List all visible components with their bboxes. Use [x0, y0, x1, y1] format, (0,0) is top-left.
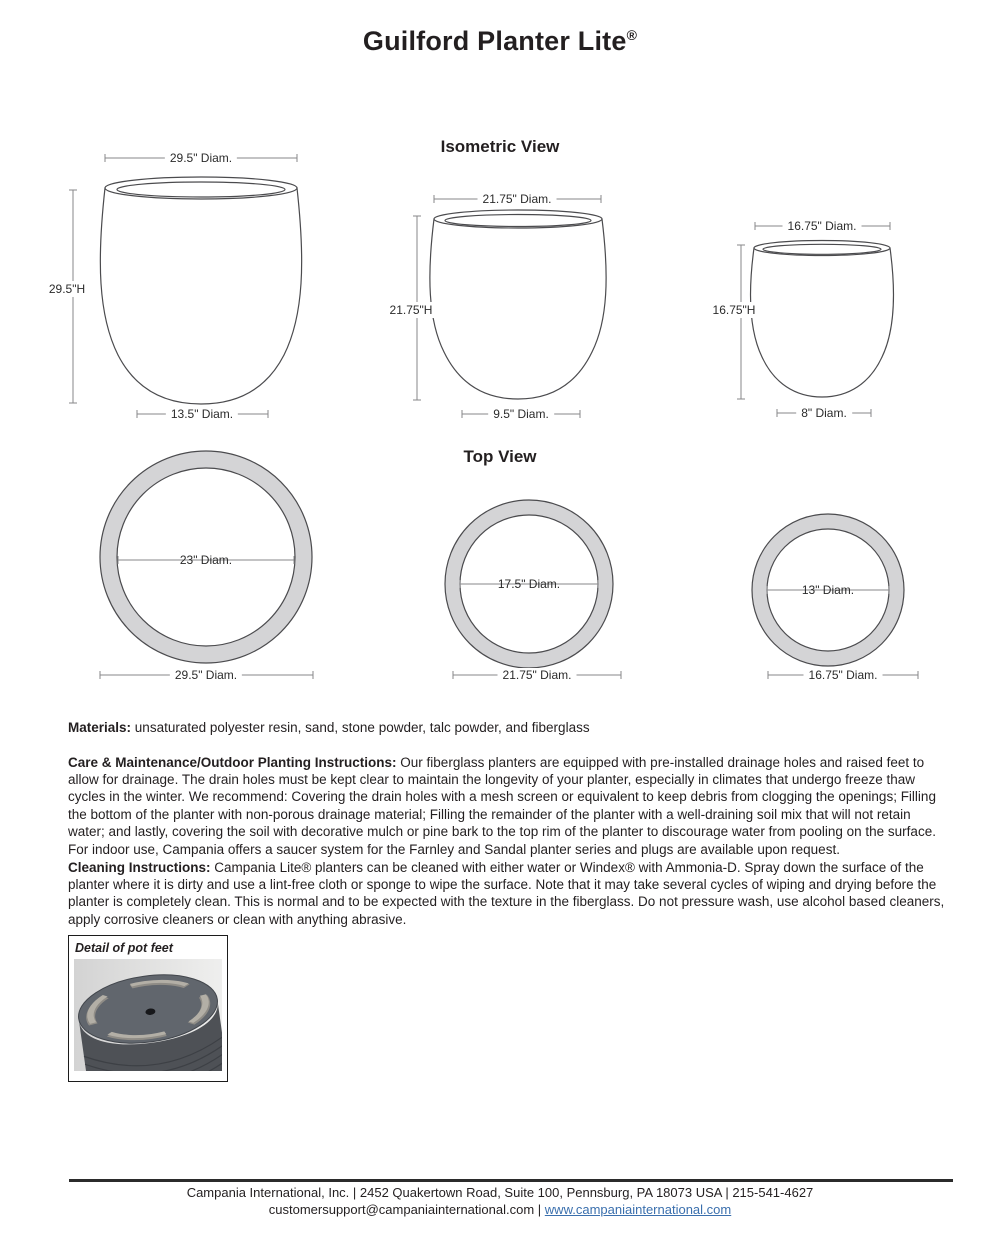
top-view-heading: Top View: [463, 447, 537, 466]
footer-rule: [69, 1179, 953, 1182]
dim-label-bottom-diam-medium: 9.5" Diam.: [488, 407, 554, 421]
footer-address-line: Campania International, Inc. | 2452 Quakertown Road, Suite 100, Pennsburg, PA 18073 USA | 215-541-4627: [186, 1185, 814, 1200]
cleaning-paragraph: [68, 859, 949, 929]
dim-label-opening-diam-medium: 17.5" Diam.: [497, 577, 561, 591]
planter-large-rim-outer: [105, 177, 297, 199]
pot-feet-detail-label: Detail of pot feet: [75, 941, 173, 955]
footer-website-link[interactable]: www.campaniainternational.com: [544, 1202, 732, 1217]
cleaning-label: Cleaning Instructions:: [68, 859, 211, 875]
dim-label-height-small: 16.75"H: [712, 303, 756, 317]
planter-small-body: [750, 248, 893, 397]
materials-text: unsaturated polyester resin, sand, stone powder, talc powder, and fiberglass: [134, 719, 590, 735]
dim-label-bottom-diam-large: 13.5" Diam.: [166, 407, 238, 421]
planter-large-body: [100, 188, 301, 404]
isometric-view-heading: Isometric View: [440, 137, 560, 156]
planter-medium-rim-outer: [434, 210, 602, 228]
dim-label-opening-diam-large: 23" Diam.: [179, 553, 233, 567]
dim-label-outer-diam-small: 16.75" Diam.: [804, 668, 883, 682]
pot-feet-photo: [74, 959, 222, 1071]
planter-large-isometric: [100, 177, 301, 404]
planter-small-rim-outer: [754, 241, 890, 256]
dim-label-top-diam-small: 16.75" Diam.: [783, 219, 862, 233]
planter-medium-body: [430, 219, 606, 399]
materials-label: Materials:: [68, 719, 132, 735]
footer-email: customersupport@campaniainternational.com: [268, 1202, 535, 1217]
cleaning-text: Campania Lite® planters can be cleaned with either water or Windex® with Ammonia-D. Spray down the surface of the planter where it is dirty and use a lint-free cloth or sponge to wipe the surface. Note that it may take several cycles of wiping and drying before the planter is completely clean. This is normal and to be expected with the texture in the fiberglass. Do not pressure wash, use alcohol based cleaners, apply corrosive cleaners or clean with anything abrasive.: [68, 859, 945, 927]
dim-label-height-medium: 21.75"H: [389, 303, 433, 317]
footer-separator: |: [537, 1202, 542, 1217]
care-paragraph: [68, 754, 949, 858]
dim-label-bottom-diam-small: 8" Diam.: [796, 406, 852, 420]
dim-label-outer-diam-medium: 21.75" Diam.: [498, 668, 577, 682]
dim-label-height-large: 29.5"H: [48, 282, 86, 296]
care-text: Our fiberglass planters are equipped with pre-installed drainage holes and raised feet to allow for drainage. The drain holes must be kept clear to maintain the longevity of your planter, especially in climates that undergo freeze thaw cycles in the winter. We recommend: Covering the drain holes with a mesh screen or equivalent to keep debris from clogging the openings; Filling the bottom of the planter with non-porous drainage material; Filling the remainder of the planter with a well-draining soil mix that will not retain water; and lastly, covering the soil with decorative mulch or pine bark to the top rim of the planter to discourage water from pooling on the surface. For indoor use, Campania offers a saucer system for the Farnley and Sandal planter series and plugs are available upon request.: [68, 754, 936, 857]
registered-trademark-symbol: ®: [626, 27, 638, 43]
materials-paragraph: [68, 719, 949, 736]
care-label: Care & Maintenance/Outdoor Planting Instructions:: [68, 754, 397, 770]
footer-contact-line: [30, 1202, 970, 1217]
page-title-text: Guilford Planter Lite: [362, 26, 627, 56]
pot-feet-detail-box: [68, 935, 228, 1082]
planter-medium-isometric: [430, 210, 606, 399]
dim-label-outer-diam-large: 29.5" Diam.: [170, 668, 242, 682]
planter-small-isometric: [750, 241, 893, 398]
dim-label-top-diam-medium: 21.75" Diam.: [478, 192, 557, 206]
dim-label-opening-diam-small: 13" Diam.: [801, 583, 855, 597]
dim-label-top-diam-large: 29.5" Diam.: [165, 151, 237, 165]
